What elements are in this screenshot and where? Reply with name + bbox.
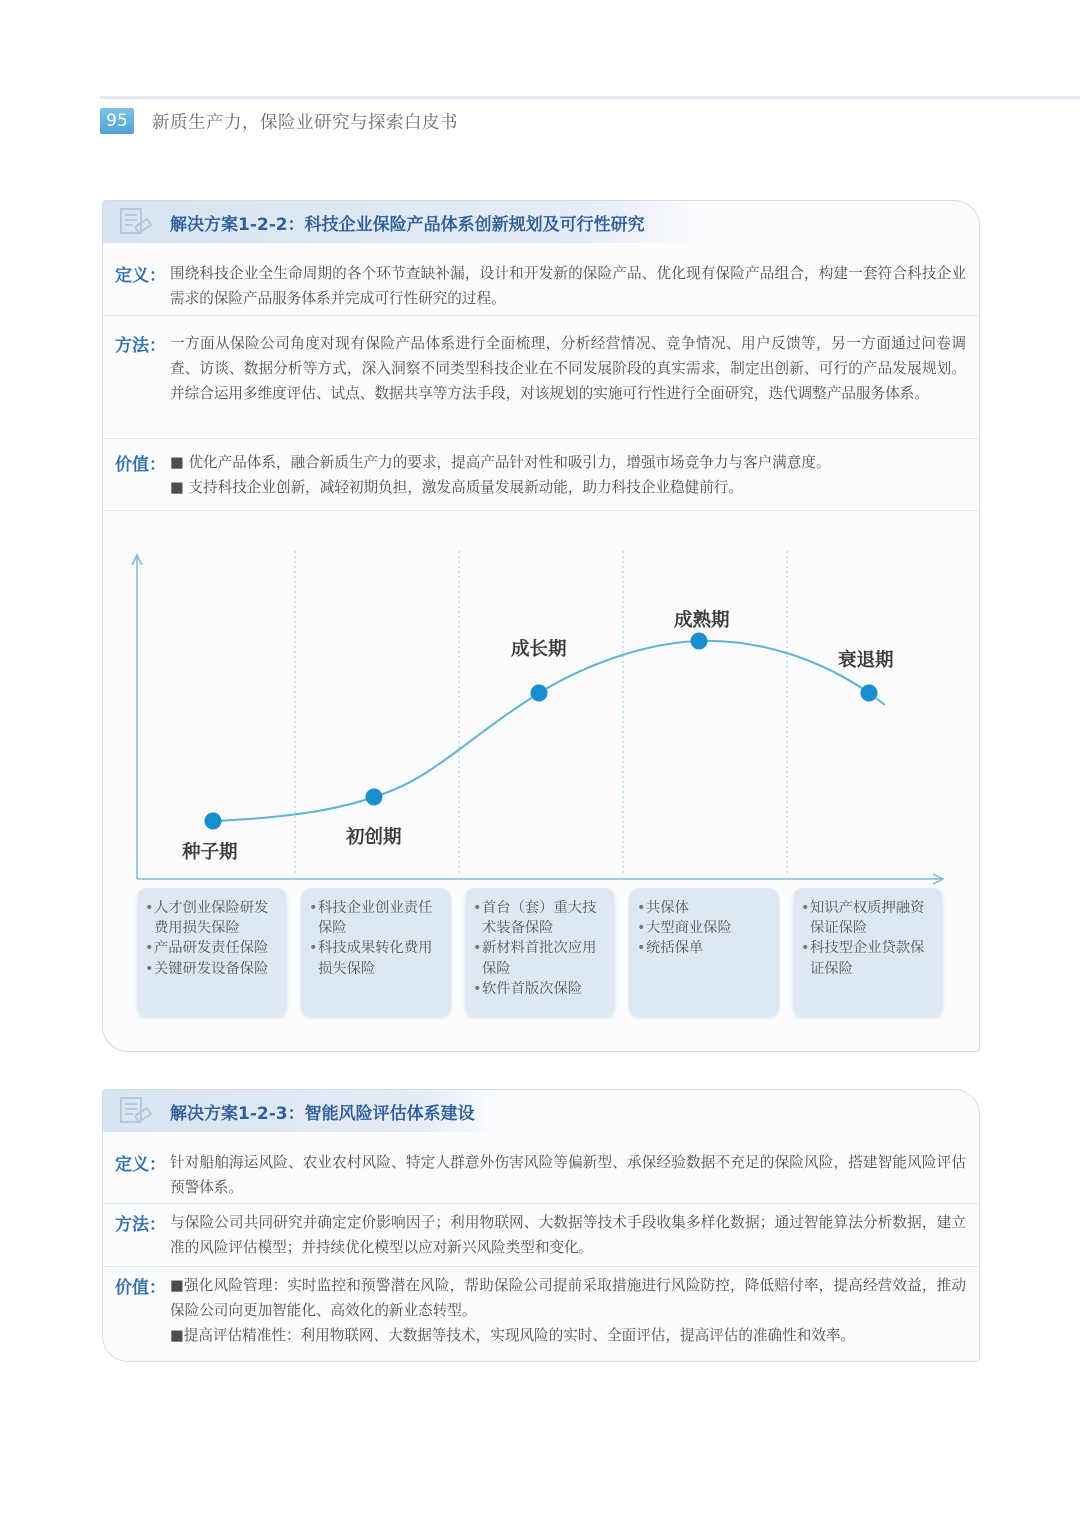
definition-text: 围绕科技企业全生命周期的各个环节查缺补漏，设计和开发新的保险产品、优化现有保险产品组合，构建一套符合科技企业需求的保险产品服务体系并完成可行性研究的过程。 [170,265,966,307]
solution-card-1-2-2 [102,200,980,1052]
stage-box-mature [629,888,779,1016]
card-header [103,201,703,243]
method-text: 与保险公司共同研究并确定定价影响因子；利用物联网、大数据等技术手段收集多样化数据；通过智能算法分析数据，建立准的风险评估模型；并持续优化模型以应对新兴风险类型和变化。 [170,1214,966,1256]
document-icon [117,205,155,239]
stage-label-seed: 种子期 [182,842,238,863]
lifecycle-diagram [103,531,979,1031]
definition-label: 定义： [115,1155,166,1175]
value-list [170,450,966,500]
divider [103,315,979,316]
value-list [170,1273,966,1348]
definition-text: 针对船舶海运风险、农业农村风险、特定人群意外伤害风险等偏新型、承保经验数据不充足的保险风险，搭建智能风险评估预警体系。 [170,1154,966,1196]
stage-box-growth [465,888,615,1016]
stage-item: • 软件首版次保险 [473,979,609,999]
stage-point-seed [205,813,222,830]
card-header [103,1090,498,1132]
card-title: 解决方案1-2-2：科技企业保险产品体系创新规划及可行性研究 [170,215,645,235]
value-label: 价值： [115,455,166,475]
stage-point-startup [366,789,383,806]
value-item: ■ 支持科技企业创新，减轻初期负担，激发高质量发展新动能，助力科技企业稳健前行。 [170,479,743,496]
value-item: ■提高评估精准性：利用物联网、大数据等技术，实现风险的实时、全面评估，提高评估的准确性和效率。 [170,1327,856,1344]
stage-item: • 知识产权质押融资保证保险 [801,898,937,938]
divider [103,510,979,511]
value-item: ■强化风险管理：实时监控和预警潜在风险，帮助保险公司提前采取措施进行风险防控，降低赔付率，提高经营效益，推动保险公司向更加智能化、高效化的新业态转型。 [170,1277,966,1319]
stage-item: • 新材料首批次应用保险 [473,938,609,978]
divider [103,1266,979,1267]
stage-item: • 科技成果转化费用损失保险 [309,938,445,978]
stage-item: • 关键研发设备保险 [145,959,281,979]
stage-item: • 科技型企业贷款保证保险 [801,938,937,978]
stage-item: • 人才创业保险研发费用损失保险 [145,898,281,938]
stage-box-decline [793,888,943,1016]
book-title: 新质生产力，保险业研究与探索白皮书 [152,113,458,133]
stage-point-growth [531,685,548,702]
method-text: 一方面从保险公司角度对现有保险产品体系进行全面梳理，分析经营情况、竞争情况、用户反馈等，另一方面通过问卷调查、访谈、数据分析等方式，深入洞察不同类型科技企业在不同发展阶段的真实需求，制定出创新、可行的产品发展规划。并综合运用多维度评估、试点、数据共享等方法手段，对该规划的实施可行性进行全面研究，迭代调整产品服务体系。 [170,335,966,402]
stage-box-seed [137,888,287,1016]
divider [103,438,979,439]
lifecycle-curve [213,641,885,821]
stage-item: • 统括保单 [637,938,773,958]
document-icon [117,1094,155,1128]
stage-label-decline: 衰退期 [838,650,894,671]
definition-label: 定义： [115,266,166,286]
stage-point-decline [861,685,878,702]
stage-label-growth: 成长期 [511,639,567,660]
stage-item: • 产品研发责任保险 [145,938,281,958]
stage-item: • 科技企业创业责任保险 [309,898,445,938]
method-label: 方法： [115,1215,166,1235]
stage-item: • 大型商业保险 [637,918,773,938]
value-label: 价值： [115,1278,166,1298]
page-number-badge: 95 [100,108,134,134]
stage-box-startup [301,888,451,1016]
card-title: 解决方案1-2-3：智能风险评估体系建设 [170,1104,475,1124]
method-label: 方法： [115,336,166,356]
stage-item: • 共保体 [637,898,773,918]
stage-item: • 首台（套）重大技术装备保险 [473,898,609,938]
stage-label-startup: 初创期 [346,827,402,848]
value-item: ■ 优化产品体系，融合新质生产力的要求，提高产品针对性和吸引力，增强市场竞争力与客户满意度。 [170,454,831,471]
stage-point-mature [691,633,708,650]
stage-label-mature: 成熟期 [674,610,730,631]
divider [103,1203,979,1204]
top-rule [100,96,1080,99]
solution-card-1-2-3 [102,1089,980,1362]
